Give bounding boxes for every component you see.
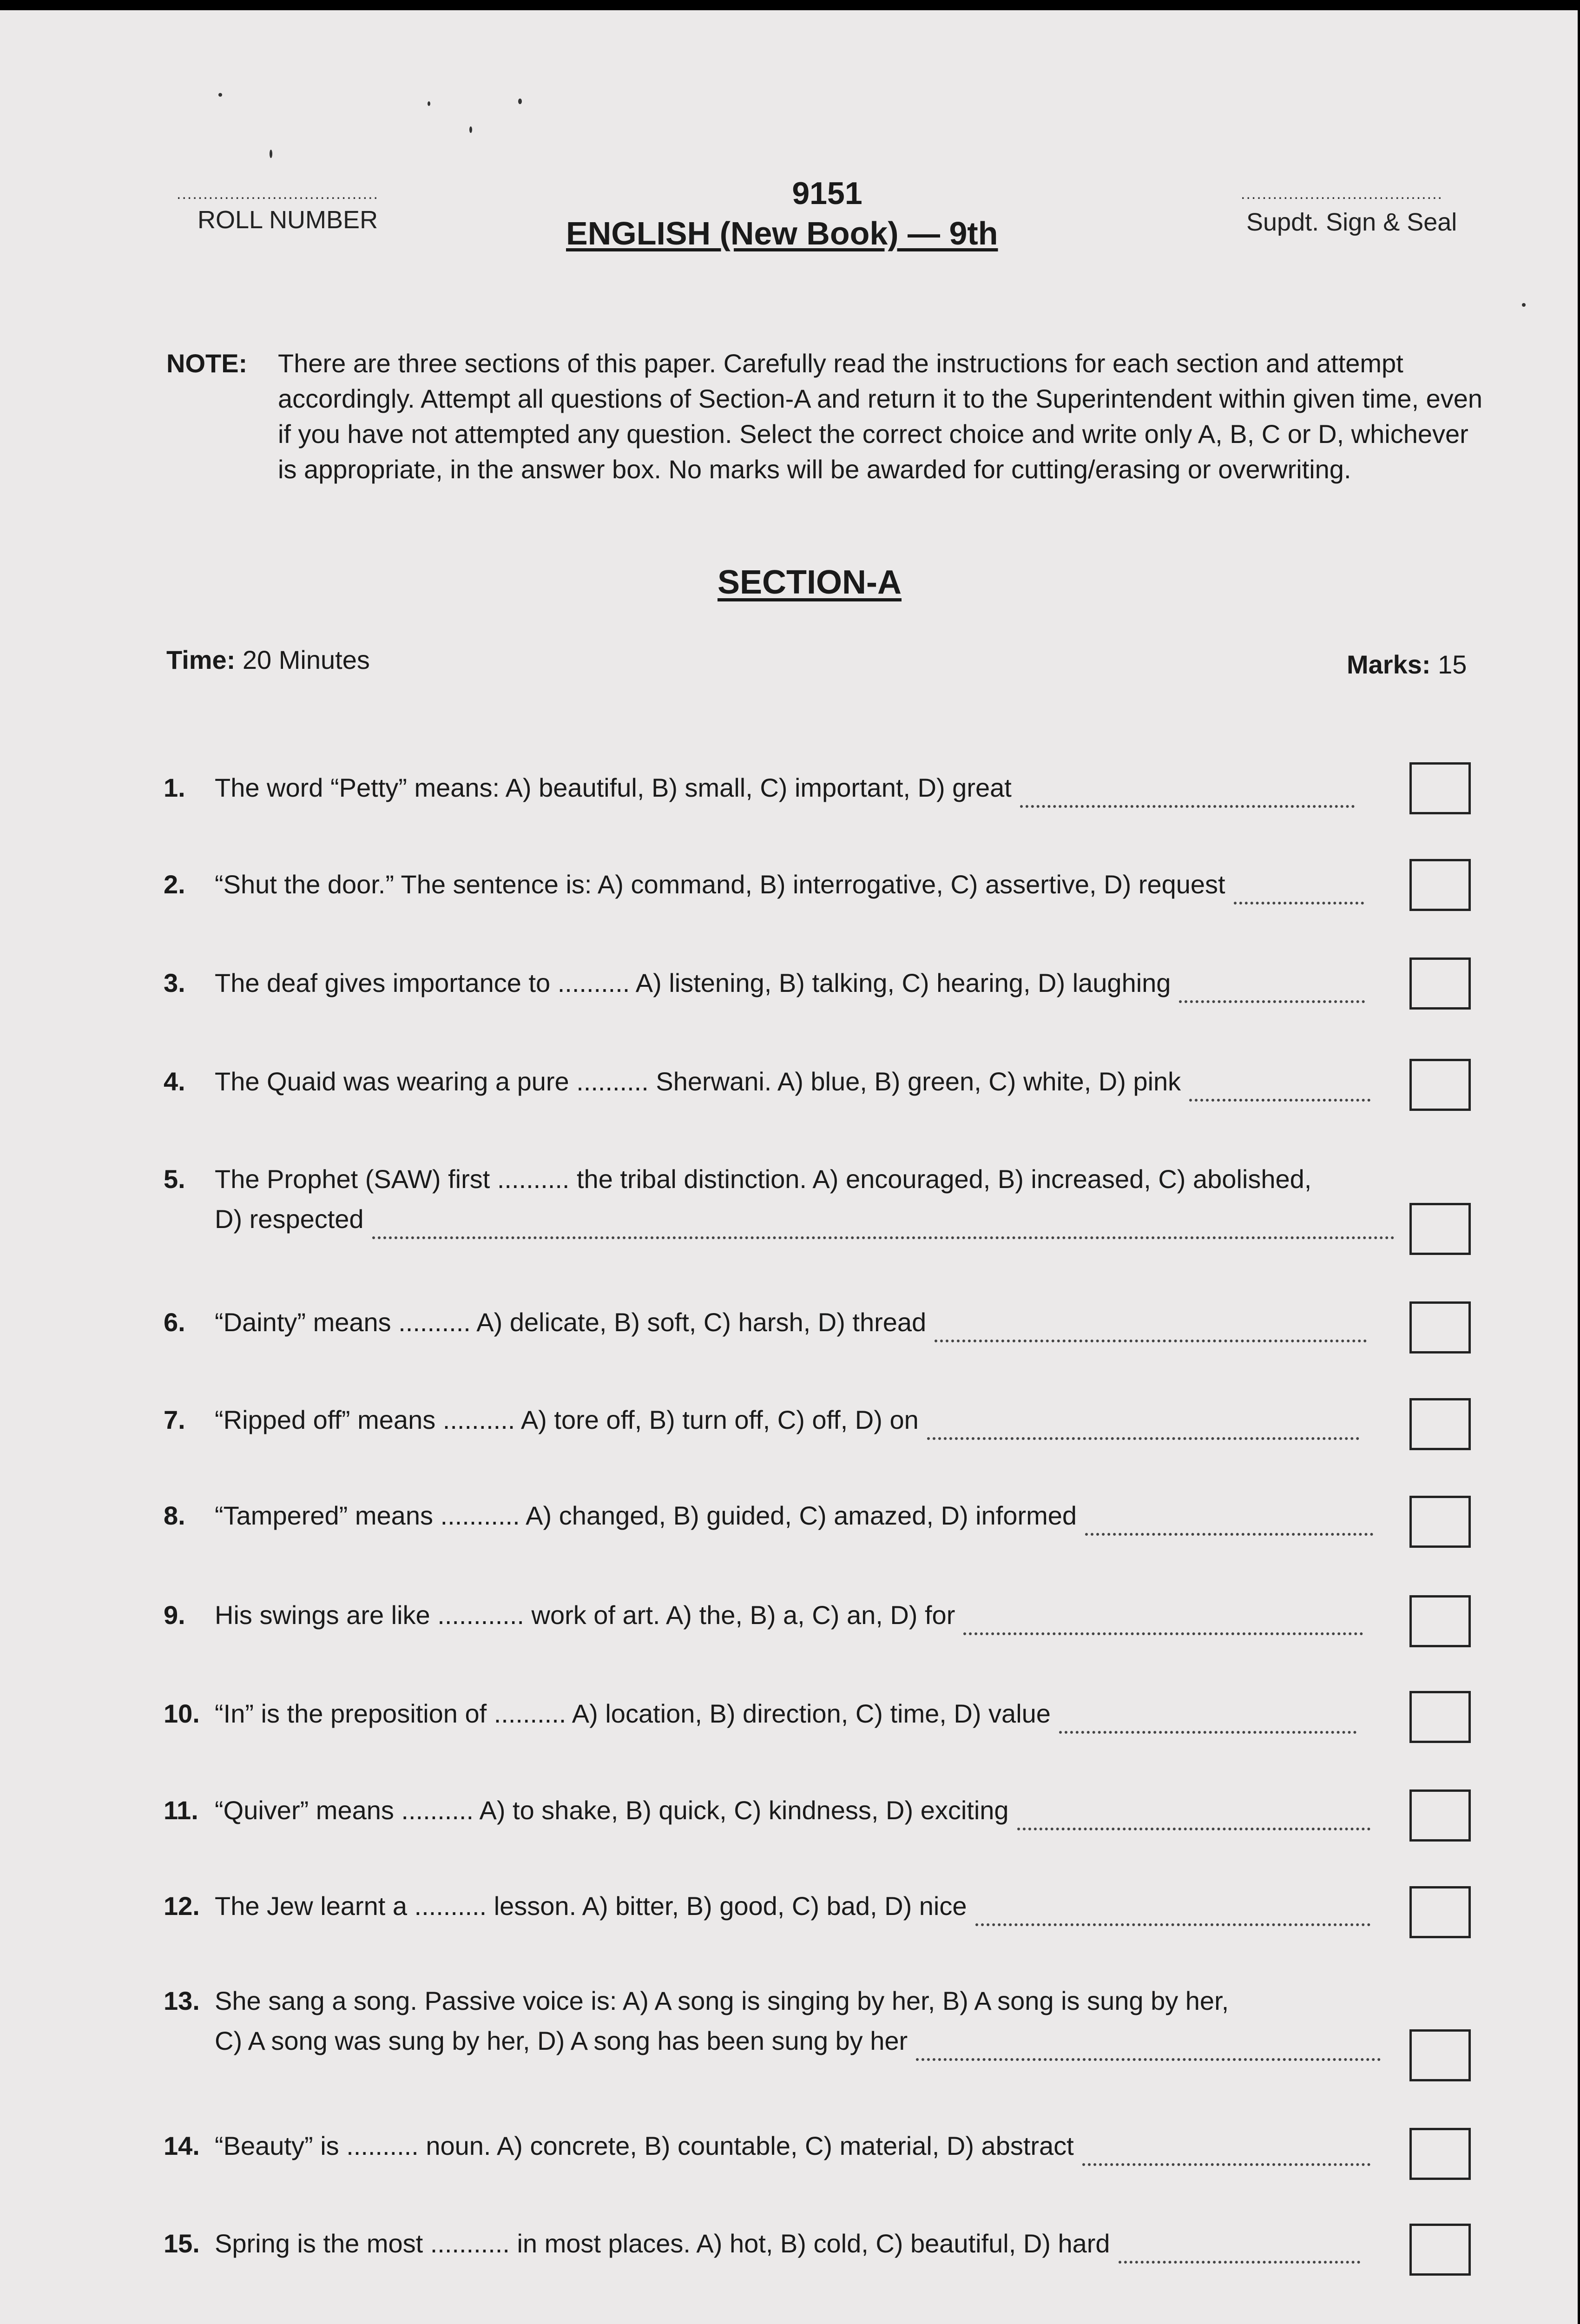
supdt-dots: ...................................... (1241, 185, 1443, 203)
answer-box-13[interactable] (1409, 2029, 1471, 2081)
roll-number-dots: ...................................... (177, 185, 379, 203)
answer-box-8[interactable] (1409, 1496, 1471, 1548)
question-number: 2. (164, 870, 185, 899)
question-4 (164, 1062, 1370, 1102)
marks-info (1347, 649, 1467, 680)
dotted-leader (935, 1327, 1367, 1342)
question-3 (164, 963, 1365, 1003)
scan-speck (428, 101, 430, 106)
answer-box-14[interactable] (1409, 2128, 1471, 2180)
question-number: 11. (164, 1796, 198, 1825)
dotted-leader (1082, 2150, 1370, 2166)
scan-speck (469, 126, 472, 133)
question-12 (164, 1886, 1370, 1926)
question-text: “Tampered” means ........... A) changed, B) guided, C) amazed, D) informed (215, 1501, 1077, 1530)
question-text: “In” is the preposition of .......... A) location, B) direction, C) time, D) value (215, 1699, 1051, 1728)
question-text: The Quaid was wearing a pure .......... Sherwani. A) blue, B) green, C) white, D) pink (215, 1067, 1181, 1096)
answer-box-15[interactable] (1409, 2224, 1471, 2276)
scan-speck (270, 150, 272, 158)
question-10 (164, 1694, 1356, 1734)
section-title: SECTION-A (718, 564, 902, 601)
scan-speck (518, 99, 522, 104)
question-number: 10. (164, 1699, 200, 1728)
question-7 (164, 1400, 1359, 1440)
question-text: She sang a song. Passive voice is: A) A song is singing by her, B) A song is sung by her, (215, 1986, 1229, 2015)
answer-box-2[interactable] (1409, 859, 1471, 911)
question-number: 14. (164, 2131, 200, 2160)
exam-paper (0, 10, 1578, 2324)
question-text: “Ripped off” means .......... A) tore off, B) turn off, C) off, D) on (215, 1405, 919, 1434)
question-continuation (164, 2021, 1381, 2061)
answer-box-4[interactable] (1409, 1059, 1471, 1111)
question-number: 9. (164, 1600, 185, 1630)
answer-box-1[interactable] (1409, 762, 1471, 814)
question-14 (164, 2126, 1370, 2166)
question-number: 1. (164, 773, 185, 802)
note-label: NOTE: (166, 349, 248, 378)
question-text: The Prophet (SAW) first .......... the tribal distinction. A) encouraged, B) increased, C) abolished, (215, 1164, 1312, 1194)
dotted-leader (1179, 987, 1365, 1003)
dotted-leader (372, 1223, 1395, 1239)
question-number: 7. (164, 1405, 185, 1434)
scan-speck (1522, 303, 1526, 307)
scan-speck (218, 93, 222, 97)
dotted-leader (1234, 889, 1364, 905)
answer-box-6[interactable] (1409, 1301, 1471, 1353)
dotted-leader (1085, 1520, 1373, 1536)
question-text-cont: C) A song was sung by her, D) A song has been sung by her (215, 2026, 908, 2055)
question-1 (164, 768, 1355, 808)
answer-box-10[interactable] (1409, 1691, 1471, 1743)
question-number: 5. (164, 1164, 185, 1194)
time-value: 20 Minutes (242, 645, 370, 674)
dotted-leader (1119, 2248, 1360, 2264)
question-text: The Jew learnt a .......... lesson. A) bitter, B) good, C) bad, D) nice (215, 1891, 967, 1921)
question-13 (164, 1981, 1381, 2061)
question-text: His swings are like ............ work of art. A) the, B) a, C) an, D) for (215, 1600, 955, 1630)
paper-code: 9151 (792, 176, 862, 211)
question-text: The deaf gives importance to .......... A) listening, B) talking, C) hearing, D) laughing (215, 968, 1171, 997)
answer-box-11[interactable] (1409, 1789, 1471, 1842)
question-text: “Dainty” means .......... A) delicate, B) soft, C) harsh, D) thread (215, 1307, 927, 1337)
roll-number-label: ROLL NUMBER (198, 206, 378, 234)
question-number: 15. (164, 2229, 200, 2258)
answer-box-5[interactable] (1409, 1203, 1471, 1255)
answer-box-3[interactable] (1409, 957, 1471, 1010)
time-info (166, 645, 370, 675)
question-text: Spring is the most ........... in most places. A) hot, B) cold, C) beautiful, D) hard (215, 2229, 1110, 2258)
answer-box-12[interactable] (1409, 1886, 1471, 1938)
paper-title: ENGLISH (New Book) — 9th (566, 215, 998, 251)
question-number: 12. (164, 1891, 200, 1921)
answer-box-7[interactable] (1409, 1398, 1471, 1450)
question-6 (164, 1302, 1367, 1342)
question-number: 3. (164, 968, 185, 997)
question-text: “Shut the door.” The sentence is: A) command, B) interrogative, C) assertive, D) request (215, 870, 1225, 899)
question-continuation (164, 1199, 1395, 1239)
question-number: 4. (164, 1067, 185, 1096)
question-2 (164, 865, 1364, 905)
answer-box-9[interactable] (1409, 1595, 1471, 1647)
dotted-leader (1020, 792, 1355, 808)
dotted-leader (916, 2045, 1381, 2061)
marks-label: Marks: (1347, 650, 1431, 679)
question-text: “Quiver” means .......... A) to shake, B) quick, C) kindness, D) exciting (215, 1796, 1009, 1825)
question-number: 13. (164, 1986, 200, 2015)
supdt-sign-label: Supdt. Sign & Seal (1246, 208, 1457, 236)
question-number: 8. (164, 1501, 185, 1530)
question-text-cont: D) respected (215, 1204, 364, 1234)
question-number: 6. (164, 1307, 185, 1337)
marks-value: 15 (1438, 650, 1467, 679)
question-text: “Beauty” is .......... noun. A) concrete, B) countable, C) material, D) abstract (215, 2131, 1074, 2160)
dotted-leader (975, 1910, 1370, 1926)
question-text: The word “Petty” means: A) beautiful, B) small, C) important, D) great (215, 773, 1012, 802)
time-label: Time: (166, 645, 236, 674)
question-9 (164, 1595, 1363, 1635)
dotted-leader (1189, 1086, 1370, 1102)
question-5 (164, 1159, 1395, 1239)
question-15 (164, 2224, 1360, 2264)
question-11 (164, 1790, 1370, 1830)
dotted-leader (927, 1424, 1359, 1440)
note-text: There are three sections of this paper. Carefully read the instructions for each section and attempt accordingly. Attempt all questions of Section-A and return it to the Superintendent within given time, even if you have not attempted any question. Select the correct choice and write only A, B, C or D, whichever is appropriate, in the answer box. No marks will be awarded for cutting/erasing or overwriting. (278, 349, 1483, 484)
question-8 (164, 1496, 1373, 1536)
dotted-leader (1059, 1718, 1356, 1734)
dotted-leader (963, 1619, 1363, 1635)
dotted-leader (1017, 1815, 1370, 1830)
